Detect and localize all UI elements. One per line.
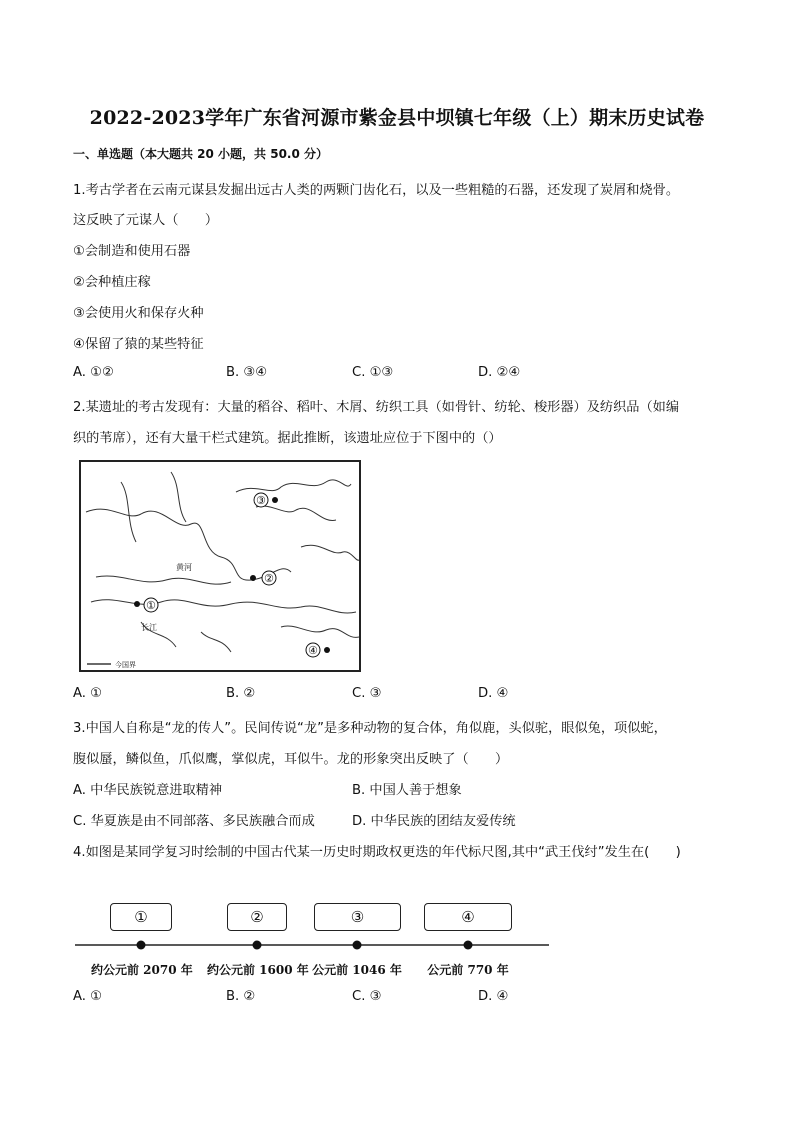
timeline-box-1: ①: [110, 903, 172, 931]
china-map-figure: [79, 460, 361, 672]
map-rivers-north: [121, 472, 186, 542]
q3-option-d[interactable]: D. 中华民族的团结友爱传统: [352, 814, 516, 829]
map-shandong: [301, 545, 359, 560]
q1-stem-line1: 1.考古学者在云南元谋县发掘出远古人类的两颗门齿化石，以及一些粗糙的石器，还发现了炭屑和烧骨。: [73, 183, 680, 198]
timeline-point-3: [353, 941, 362, 950]
map-dot-1: [134, 601, 140, 607]
section-heading: 一、单选题（本大题共 20 小题，共 50.0 分）: [73, 147, 329, 161]
q4-stem-line1: 4.如图是某同学复习时绘制的中国古代某一历史时期政权更迭的年代标尺图,其中“武王伐纣”发生在( ): [73, 845, 681, 860]
timeline-date-4: 公元前 770 年: [427, 963, 509, 977]
timeline-point-1: [137, 941, 146, 950]
q1-item-2: ②会种植庄稼: [73, 275, 151, 290]
q4-option-c[interactable]: C. ③: [352, 989, 382, 1004]
q2-option-c[interactable]: C. ③: [352, 686, 382, 701]
q1-item-3: ③会使用火和保存火种: [73, 306, 204, 321]
timeline-point-4: [464, 941, 473, 950]
timeline-date-2: 约公元前 1600 年: [207, 963, 309, 977]
q3-option-a[interactable]: A. 中华民族锐意进取精神: [73, 783, 223, 798]
q2-stem-line1: 2.某遗址的考古发现有：大量的稻谷、稻叶、木屑、纺织工具（如骨针、纺轮、梭形器）及纺织品（如编: [73, 400, 680, 415]
q2-option-a[interactable]: A. ①: [73, 686, 102, 701]
q1-option-c[interactable]: C. ①③: [352, 365, 394, 380]
q3-stem-line2: 腹似蜃，鳞似鱼，爪似鹰，掌似虎，耳似牛。龙的形象突出反映了（ ）: [73, 752, 509, 767]
map-south-coast: [281, 626, 359, 637]
q1-item-4: ④保留了猿的某些特征: [73, 337, 204, 352]
timeline-box-2: ②: [227, 903, 287, 931]
map-yangtze: [91, 600, 356, 613]
map-marker-3: ③: [256, 494, 266, 507]
map-dot-2: [250, 575, 256, 581]
q1-option-d[interactable]: D. ②④: [478, 365, 521, 380]
map-coastline-bay: [236, 480, 351, 492]
timeline-box-3: ③: [314, 903, 401, 931]
q1-stem-line2: 这反映了元谋人（ ）: [73, 213, 219, 228]
q2-option-b[interactable]: B. ②: [226, 686, 256, 701]
q4-option-b[interactable]: B. ②: [226, 989, 256, 1004]
q3-option-c[interactable]: C. 华夏族是由不同部落、多民族融合而成: [73, 814, 315, 829]
q3-option-b[interactable]: B. 中国人善于想象: [352, 783, 462, 798]
map-svg: [81, 462, 359, 670]
map-peninsula: [256, 506, 336, 521]
map-marker-1: ①: [146, 599, 156, 612]
timeline-point-2: [253, 941, 262, 950]
map-marker-4: ④: [308, 644, 318, 657]
q3-stem-line1: 3.中国人自称是“龙的传人”。民间传说“龙”是多种动物的复合体，角似鹿，头似驼，眼似兔，项似蛇，: [73, 721, 667, 736]
map-dot-3: [272, 497, 278, 503]
map-yellow-river: [96, 576, 231, 584]
map-scale-label: 今国界: [115, 661, 136, 669]
q1-item-1: ①会制造和使用石器: [73, 244, 191, 259]
map-label-huanghe: 黄河: [176, 563, 192, 572]
q2-stem-line2: 织的苇席），还有大量干栏式建筑。据此推断，该遗址应位于下图中的（）: [73, 431, 502, 446]
map-marker-2: ②: [264, 572, 274, 585]
map-label-changjiang: 长江: [141, 623, 157, 632]
q2-option-d[interactable]: D. ④: [478, 686, 509, 701]
exam-title: 2022-2023学年广东省河源市紫金县中坝镇七年级（上）期末历史试卷: [89, 107, 705, 129]
q1-option-a[interactable]: A. ①②: [73, 365, 114, 380]
timeline-box-4: ④: [424, 903, 512, 931]
q4-option-d[interactable]: D. ④: [478, 989, 509, 1004]
timeline-date-3: 公元前 1046 年: [312, 963, 402, 977]
map-dot-4: [324, 647, 330, 653]
timeline-figure: [73, 898, 553, 988]
timeline-date-1: 约公元前 2070 年: [91, 963, 193, 977]
q1-option-b[interactable]: B. ③④: [226, 365, 268, 380]
q4-option-a[interactable]: A. ①: [73, 989, 102, 1004]
